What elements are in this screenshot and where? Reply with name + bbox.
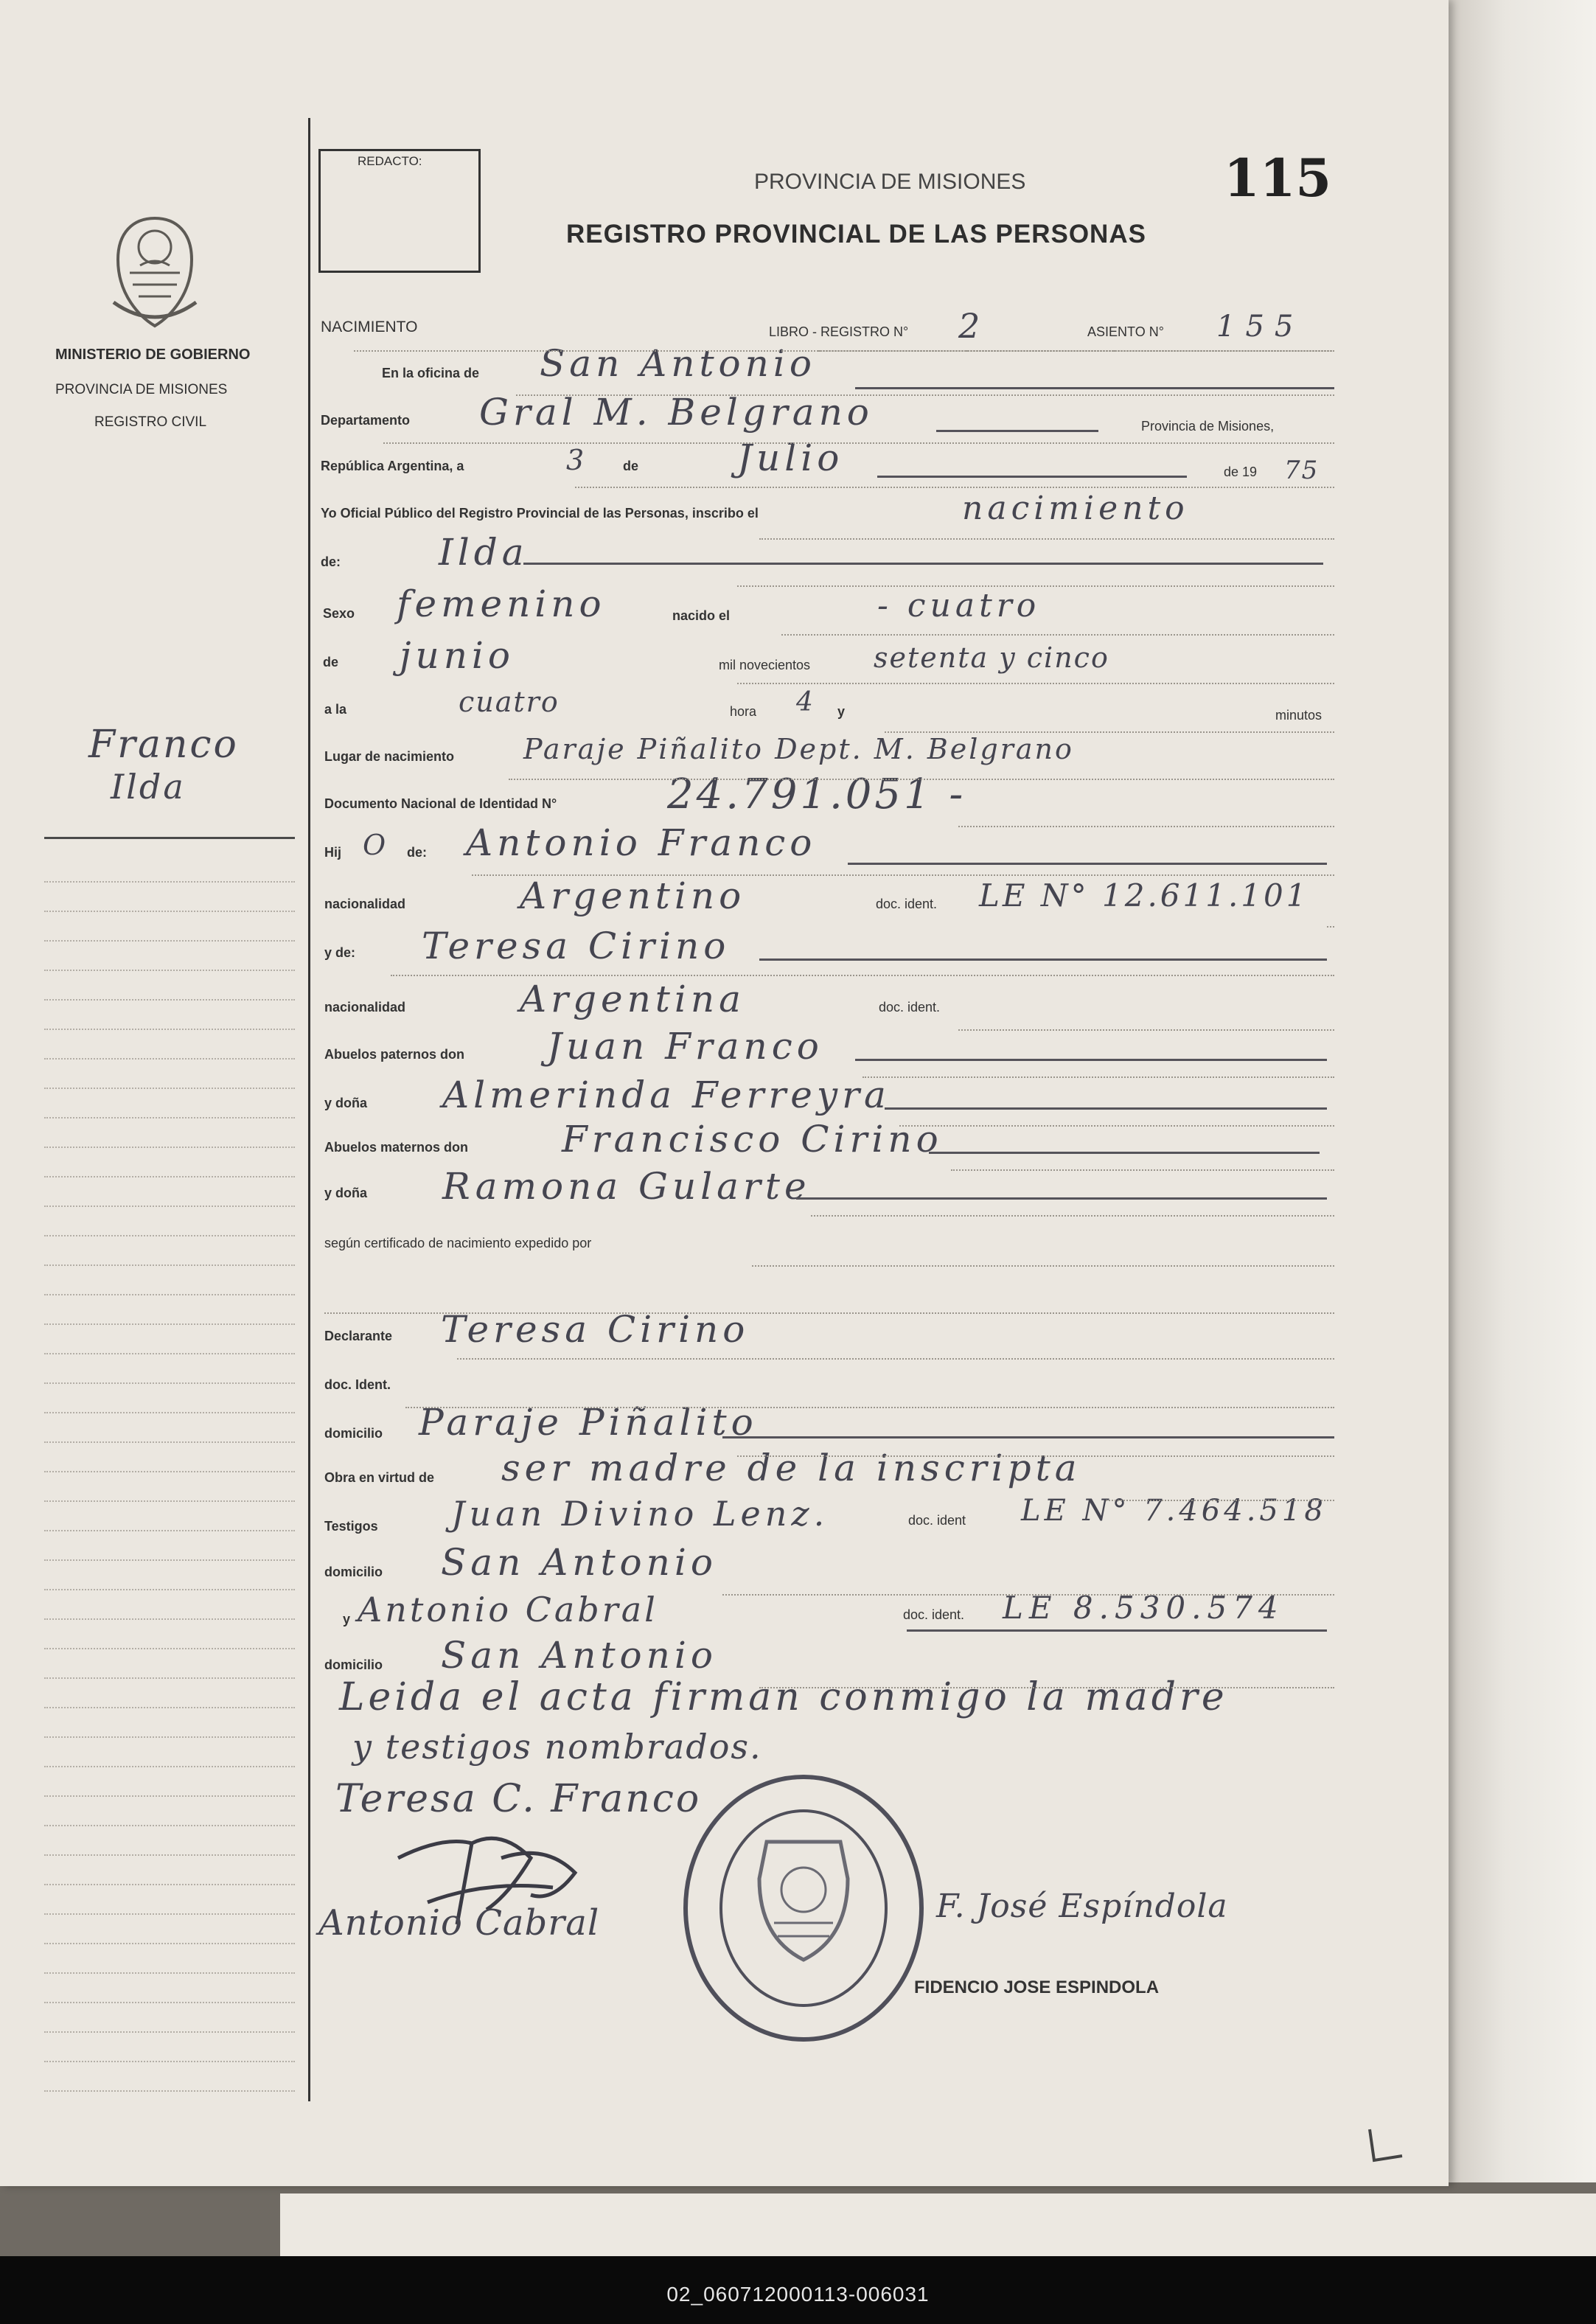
form-dotted-line <box>405 1407 1334 1408</box>
sidebar-rule <box>44 1471 295 1472</box>
official-name: FIDENCIO JOSE ESPINDOLA <box>914 1977 1160 1997</box>
value-padre: Antonio Franco <box>466 821 817 864</box>
corner-mark <box>1364 2123 1408 2168</box>
value-obra-en-virtud: ser madre de la inscripta <box>501 1447 1081 1489</box>
sidebar-rule <box>44 1854 295 1856</box>
sidebar-civil-registry: REGISTRO CIVIL <box>94 414 207 430</box>
form-dotted-line <box>759 1687 1334 1688</box>
label-hij-de: de: <box>407 845 427 860</box>
form-dotted-line <box>1327 926 1334 928</box>
closing-line-2: y testigos nombrados. <box>352 1727 762 1767</box>
label-doc-testigo-2: doc. ident. <box>903 1607 965 1622</box>
sidebar-rule <box>44 1589 295 1590</box>
value-testigo-1: Juan Divino Lenz. <box>451 1494 829 1534</box>
coat-of-arms-icon <box>103 214 206 332</box>
value-oficina: San Antonio <box>540 342 816 385</box>
label-de-nombre: de: <box>321 554 341 569</box>
handwritten-underline <box>855 1059 1327 1061</box>
label-hora: hora <box>730 704 757 719</box>
value-nacido-mes: junio <box>400 634 515 677</box>
value-doc-testigo-2: LE 8.530.574 <box>1003 1590 1284 1626</box>
value-abuela-materna: Ramona Gularte <box>442 1165 811 1208</box>
sidebar-rule <box>44 1029 295 1030</box>
handwritten-underline <box>885 1107 1327 1110</box>
label-obra-en-virtud: Obra en virtud de <box>324 1470 435 1485</box>
label-minutos: minutos <box>1275 708 1323 723</box>
form-dotted-line <box>324 1312 1334 1314</box>
label-de-mes: de <box>323 655 339 669</box>
value-madre: Teresa Cirino <box>422 925 731 967</box>
label-domicilio-testigo-1: domicilio <box>324 1565 383 1579</box>
form-dotted-line <box>737 585 1334 587</box>
value-nacionalidad-padre: Argentino <box>520 874 746 917</box>
sidebar-rule <box>44 1648 295 1649</box>
form-dotted-line <box>1253 350 1334 352</box>
value-anio: 75 <box>1284 456 1320 485</box>
sidebar-rule <box>44 1206 295 1207</box>
sidebar-rule <box>44 1176 295 1177</box>
value-testigo-2: Antonio Cabral <box>358 1590 658 1629</box>
sidebar-rule <box>44 1707 295 1708</box>
sidebar-rule <box>44 1766 295 1767</box>
value-nacido-dia: - cuatro <box>877 587 1041 625</box>
sidebar-rule <box>44 1264 295 1266</box>
value-libro: 2 <box>958 306 985 346</box>
handwritten-underline <box>855 387 1334 389</box>
form-dotted-line <box>752 1265 1334 1267</box>
value-abuelo-materno: Francisco Cirino <box>562 1118 943 1161</box>
form-dotted-line <box>737 1455 1334 1457</box>
signature-witness: Antonio Cabral <box>318 1902 600 1944</box>
sidebar-rule <box>44 1795 295 1797</box>
value-nacido-anio: setenta y cinco <box>874 641 1109 674</box>
label-doc-madre: doc. ident. <box>879 1000 941 1015</box>
value-lugar: Paraje Piñalito Dept. M. Belgrano <box>523 733 1074 765</box>
sidebar-rule <box>44 999 295 1001</box>
sidebar-rule <box>44 940 295 942</box>
form-dotted-line <box>899 1125 1334 1127</box>
label-nacido: nacido el <box>672 608 731 623</box>
form-dotted-line <box>737 683 1334 684</box>
sidebar-rule <box>44 1943 295 1944</box>
sidebar-rule <box>44 1088 295 1089</box>
label-y-dona-materna: y doña <box>324 1186 368 1200</box>
label-oficial: Yo Oficial Público del Registro Provincial de las Personas, inscribo el <box>321 506 759 521</box>
handwritten-underline <box>877 476 1187 478</box>
form-dotted-line <box>722 1594 1334 1596</box>
form-dotted-line <box>457 1358 1334 1360</box>
value-dni: 24.791.051 - <box>667 770 966 818</box>
form-dotted-line <box>958 826 1334 827</box>
value-sexo: femenino <box>397 582 606 625</box>
sidebar-rule <box>44 1972 295 1974</box>
label-domicilio-testigo-2: domicilio <box>324 1657 383 1672</box>
handwritten-underline <box>722 1436 1334 1438</box>
sidebar-rule <box>44 1353 295 1354</box>
sidebar-rule <box>44 2002 295 2003</box>
sidebar-rule <box>44 1235 295 1236</box>
sidebar-rule <box>44 1618 295 1620</box>
label-y-dona-paterna: y doña <box>324 1096 368 1110</box>
sidebar-rule <box>44 2061 295 2062</box>
label-abuelos-maternos: Abuelos maternos don <box>324 1140 469 1155</box>
form-dotted-line <box>383 442 1334 444</box>
handwritten-underline <box>907 1629 1327 1632</box>
label-nacimiento: NACIMIENTO <box>321 319 418 335</box>
form-dotted-line <box>509 779 1334 780</box>
signature-official: F. José Espíndola <box>936 1888 1228 1925</box>
form-dotted-line <box>811 1215 1334 1217</box>
label-testigos: Testigos <box>324 1519 378 1534</box>
label-nacionalidad-padre: nacionalidad <box>324 897 406 911</box>
sidebar-rule <box>44 1147 295 1148</box>
margin-surname: Franco <box>88 723 239 767</box>
image-caption: 02_060712000113-006031 <box>666 2283 930 2306</box>
sidebar-rule <box>44 1500 295 1502</box>
label-dni: Documento Nacional de Identidad N° <box>324 796 557 811</box>
value-nacionalidad-madre: Argentina <box>520 978 745 1020</box>
handwritten-underline <box>929 1152 1320 1154</box>
form-dotted-line <box>1106 1500 1334 1501</box>
label-abuelos-paternos: Abuelos paternos don <box>324 1047 465 1062</box>
official-seal-stamp <box>678 1768 929 2048</box>
label-anio: de 19 <box>1224 465 1258 479</box>
label-nacionalidad-madre: nacionalidad <box>324 1000 406 1015</box>
form-dotted-line <box>951 1169 1334 1171</box>
header-registry: REGISTRO PROVINCIAL DE LAS PERSONAS <box>566 220 1146 248</box>
handwritten-underline <box>848 863 1327 865</box>
sidebar-rule <box>44 1323 295 1325</box>
redacto-box <box>318 149 481 273</box>
sidebar-rule <box>44 1530 295 1531</box>
value-doc-padre: LE N° 12.611.101 <box>979 877 1309 914</box>
label-republica: República Argentina, a <box>321 459 464 473</box>
label-oficina: En la oficina de <box>382 366 480 380</box>
sidebar-rule <box>44 970 295 971</box>
label-departamento: Departamento <box>321 413 411 428</box>
label-y-testigo-2: y <box>343 1612 351 1627</box>
sidebar-rule <box>44 1913 295 1915</box>
margin-divider <box>44 837 295 839</box>
label-mil: mil novecientos <box>719 658 811 672</box>
margin-given-name: Ilda <box>111 767 186 807</box>
label-libro: LIBRO - REGISTRO N° <box>769 324 909 339</box>
handwritten-underline <box>759 959 1327 961</box>
handwritten-underline <box>796 1197 1327 1200</box>
label-domicilio-declarante: domicilio <box>324 1426 383 1441</box>
ledger-page-edges <box>1445 0 1596 2182</box>
value-abuelo-paterno: Juan Franco <box>547 1025 823 1068</box>
form-dotted-line <box>958 1029 1334 1031</box>
sidebar-rule <box>44 1058 295 1060</box>
value-asiento: 155 <box>1216 310 1304 344</box>
sidebar-rule <box>44 1117 295 1118</box>
value-hij-suffix: O <box>363 829 391 861</box>
sidebar-rule <box>44 1559 295 1561</box>
label-a-la: a la <box>324 702 347 717</box>
label-doc-padre: doc. ident. <box>876 897 938 911</box>
form-dotted-line <box>863 1076 1334 1078</box>
sidebar-rule <box>44 881 295 883</box>
label-y-minutos: y <box>837 704 846 719</box>
redacto-label: REDACTO: <box>358 154 422 168</box>
sidebar-rule <box>44 1825 295 1826</box>
label-segun-certificado: según certificado de nacimiento expedido por <box>324 1236 592 1250</box>
value-abuela-paterna: Almerinda Ferreyra <box>442 1074 891 1116</box>
sidebar-province: PROVINCIA DE MISIONES <box>55 382 228 397</box>
value-domicilio-testigo-2: San Antonio <box>441 1634 717 1677</box>
form-dotted-line <box>391 975 1334 976</box>
label-asiento: ASIENTO N° <box>1087 324 1164 339</box>
value-departamento: Gral M. Belgrano <box>479 391 874 434</box>
sidebar-rule <box>44 1884 295 1885</box>
value-doc-testigo-1: LE N° 7.464.518 <box>1021 1494 1327 1528</box>
sidebar-rule <box>44 1382 295 1384</box>
sidebar-rule <box>44 1412 295 1413</box>
value-nombre: Ilda <box>439 531 529 574</box>
label-hij: Hij <box>324 845 342 860</box>
form-dotted-line <box>781 634 1334 636</box>
label-declarante: Declarante <box>324 1329 393 1343</box>
value-domicilio-testigo-1: San Antonio <box>441 1541 717 1584</box>
value-mes: Julio <box>737 436 844 479</box>
sidebar-rule <box>44 1294 295 1295</box>
sidebar-rule <box>44 1441 295 1443</box>
sidebar-rule <box>44 2090 295 2092</box>
label-de: de <box>623 459 639 473</box>
header-province: PROVINCIA DE MISIONES <box>754 170 1026 194</box>
label-doc-testigo-1: doc. ident <box>908 1513 966 1528</box>
form-dotted-line <box>516 394 1334 396</box>
underlying-page <box>280 2193 1596 2256</box>
sidebar-rule <box>44 1677 295 1679</box>
margin-line <box>308 118 310 2101</box>
closing-line-1: Leida el acta firman conmigo la madre <box>339 1675 1228 1719</box>
handwritten-underline <box>523 563 1323 565</box>
sidebar-rule <box>44 911 295 912</box>
form-dotted-line <box>472 874 1334 876</box>
value-domicilio-declarante: Paraje Piñalito <box>419 1401 758 1444</box>
sidebar-rule <box>44 1736 295 1738</box>
value-dia: 3 <box>566 444 589 476</box>
value-declarante: Teresa Cirino <box>441 1308 750 1351</box>
page-number: 115 <box>1224 147 1332 209</box>
label-lugar: Lugar de nacimiento <box>324 749 455 764</box>
ministry-name: MINISTERIO DE GOBIERNO <box>55 347 251 363</box>
value-hora: 4 <box>796 687 818 717</box>
label-provincia: Provincia de Misiones, <box>1141 419 1275 434</box>
value-hora-texto: cuatro <box>459 686 560 718</box>
form-dotted-line <box>759 538 1334 540</box>
sidebar-rule <box>44 2031 295 2033</box>
form-dotted-line <box>885 731 1334 733</box>
label-y-de: y de: <box>324 945 356 960</box>
handwritten-underline <box>936 430 1098 432</box>
label-doc-declarante: doc. Ident. <box>324 1377 391 1392</box>
value-acto: nacimiento <box>962 490 1189 527</box>
label-sexo: Sexo <box>323 606 355 621</box>
signature-mother: Teresa C. Franco <box>335 1777 702 1821</box>
form-dotted-line <box>575 487 1334 488</box>
